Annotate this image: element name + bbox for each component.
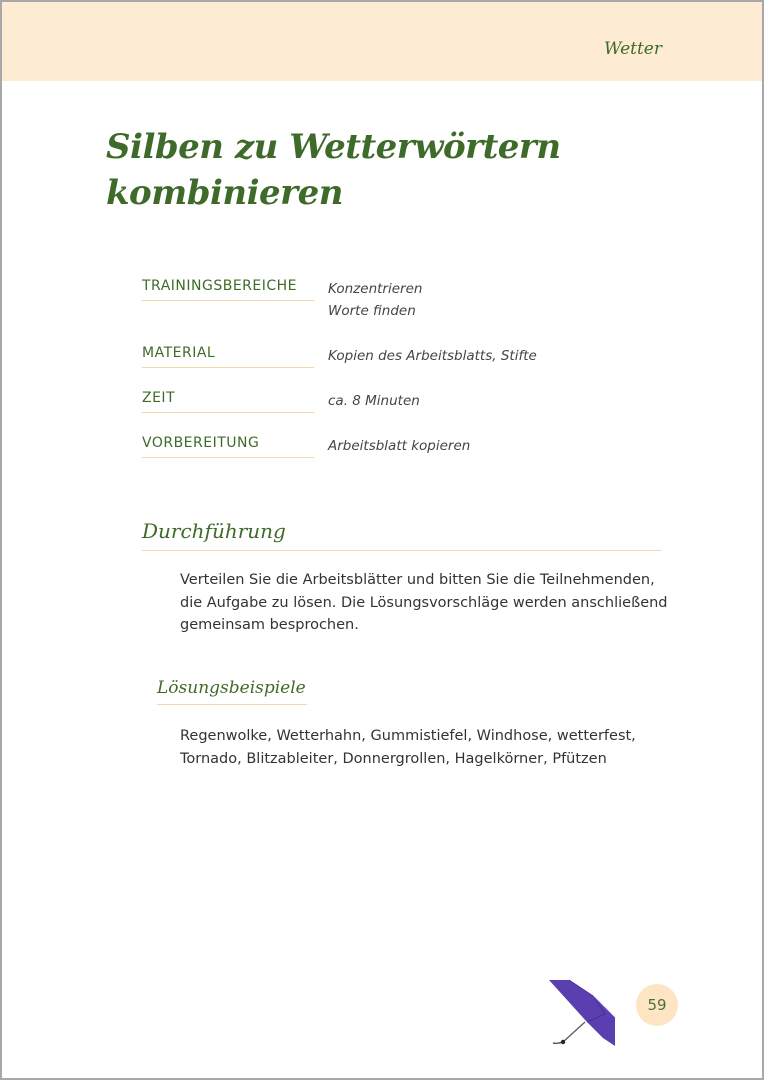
page-number: 59 [636, 984, 678, 1026]
section-heading-loesungsbeispiele: Lösungsbeispiele [157, 678, 307, 705]
meta-row-zeit [142, 390, 602, 435]
title-line-2: kombinieren [106, 173, 343, 213]
meta-table [142, 278, 602, 480]
meta-label: ZEIT [142, 390, 314, 413]
durchfuehrung-text: Verteilen Sie die Arbeitsblätter und bitten Sie die Teilnehmenden, die Aufgabe zu lösen. Die Lösungsvorschläge werden anschließend gemeinsam besprochen. [180, 572, 668, 633]
meta-row-vorbereitung [142, 435, 602, 480]
loesungsbeispiele-text [180, 725, 660, 770]
meta-value: Worte finden [328, 303, 416, 319]
loesungen-line-2: Tornado, Blitzableiter, Donnergrollen, Hagelkörner, Pfützen [180, 750, 607, 767]
title-line-1: Silben zu Wetterwörtern [106, 127, 561, 167]
meta-value: Konzentrieren [328, 281, 423, 297]
meta-label: TRAININGSBEREICHE [142, 278, 314, 301]
umbrella-icon [547, 978, 619, 1050]
header-band [2, 2, 762, 81]
meta-label: VORBEREITUNG [142, 435, 314, 458]
meta-values [328, 435, 470, 480]
meta-value: Arbeitsblatt kopieren [328, 438, 471, 454]
page-title [106, 124, 561, 216]
meta-label: MATERIAL [142, 345, 314, 368]
section-heading-durchfuehrung: Durchführung [142, 519, 662, 551]
meta-row-trainingsbereiche [142, 278, 602, 345]
chapter-title: Wetter [604, 39, 662, 59]
meta-value: ca. 8 Minuten [328, 393, 420, 409]
meta-values [328, 345, 537, 390]
meta-values [328, 390, 420, 435]
loesungen-line-1: Regenwolke, Wetterhahn, Gummistiefel, Windhose, wetterfest, [180, 728, 636, 744]
meta-values [328, 278, 422, 345]
meta-value: Kopien des Arbeitsblatts, Stifte [328, 348, 537, 364]
meta-row-material [142, 345, 602, 390]
